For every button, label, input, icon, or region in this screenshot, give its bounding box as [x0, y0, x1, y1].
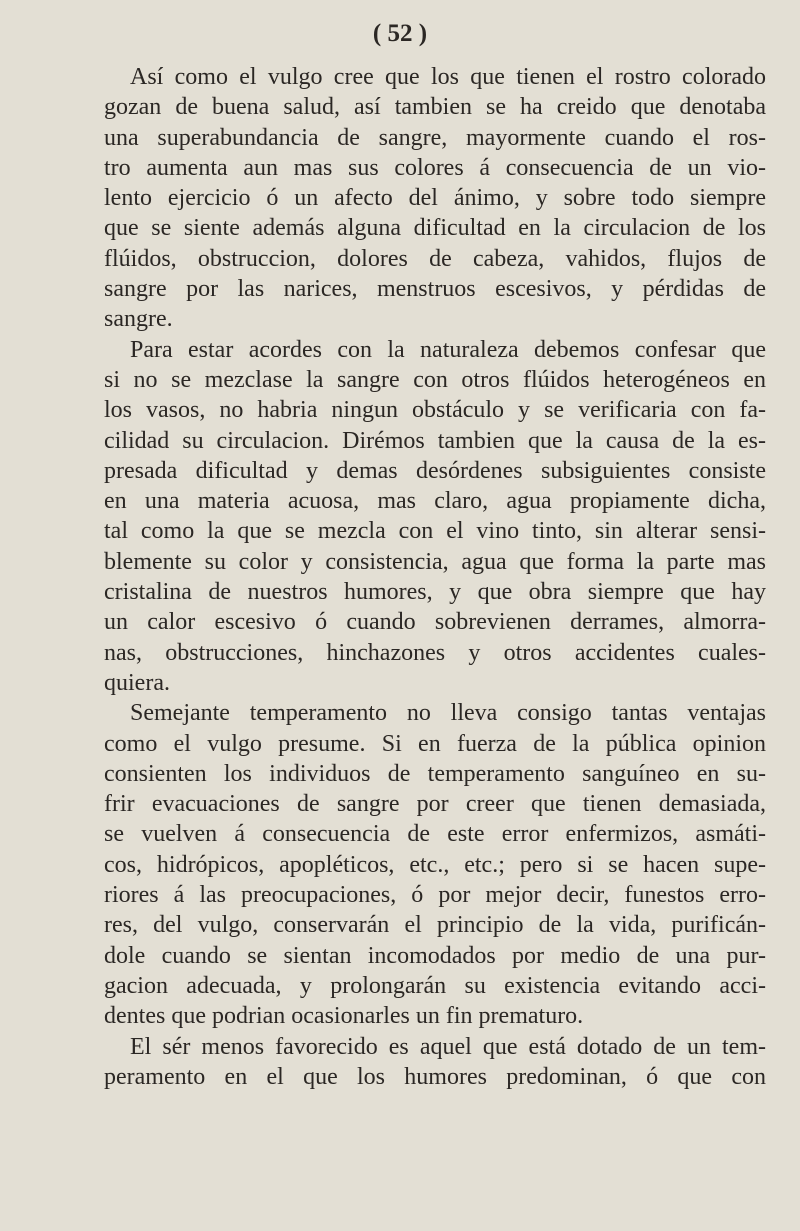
- text-line: consienten los individuos de temperamento sanguíneo en su-: [104, 760, 766, 787]
- text-line: tal como la que se mezcla con el vino tinto, sin alterar sensi-: [104, 518, 766, 545]
- text-line: presada dificultad y demas desórdenes subsiguientes consiste: [104, 457, 766, 484]
- text-line: cristalina de nuestros humores, y que obra siempre que hay: [104, 579, 766, 606]
- text-line: blemente su color y consistencia, agua que forma la parte mas: [104, 548, 766, 575]
- text-line: en una materia acuosa, mas claro, agua propiamente dicha,: [104, 488, 766, 515]
- text-line: sangre.: [104, 306, 173, 333]
- text-line: quiera.: [104, 669, 170, 696]
- text-line: dole cuando se sientan incomodados por medio de una pur-: [104, 942, 766, 969]
- text-line: que se siente además alguna dificultad en la circulacion de los: [104, 215, 766, 242]
- text-line: cilidad su circulacion. Dirémos tambien que la causa de la es-: [104, 427, 766, 454]
- text-line: lento ejercicio ó un afecto del ánimo, y sobre todo siempre: [104, 185, 766, 212]
- body-text: [104, 62, 766, 1092]
- text-line: riores á las preocupaciones, ó por mejor decir, funestos erro-: [104, 882, 766, 909]
- text-line: Así como el vulgo cree que los que tienen el rostro colorado: [130, 64, 766, 90]
- text-line: un calor escesivo ó cuando sobrevienen derrames, almorra-: [104, 609, 766, 636]
- text-line: como el vulgo presume. Si en fuerza de la pública opinion: [104, 730, 766, 757]
- text-line: frir evacuaciones de sangre por creer que tienen demasiada,: [104, 791, 766, 818]
- text-line: Para estar acordes con la naturaleza debemos confesar que: [130, 336, 766, 363]
- text-line: El sér menos favorecido es aquel que está dotado de un tem-: [130, 1033, 766, 1060]
- text-line: res, del vulgo, conservarán el principio de la vida, purificán-: [104, 912, 766, 939]
- page-number: ( 52 ): [372, 20, 428, 47]
- text-line: si no se mezclase la sangre con otros flúidos heterogéneos en: [104, 366, 766, 393]
- text-line: cos, hidrópicos, apopléticos, etc., etc.; pero si se hacen supe-: [104, 851, 766, 878]
- text-line: peramento en el que los humores predominan, ó que con: [104, 1063, 766, 1090]
- text-line: flúidos, obstruccion, dolores de cabeza, vahidos, flujos de: [104, 245, 766, 272]
- text-line: los vasos, no habria ningun obstáculo y se verificaria con fa-: [104, 397, 766, 424]
- text-line: gacion adecuada, y prolongarán su existencia evitando acci-: [104, 972, 766, 999]
- text-line: una superabundancia de sangre, mayormente cuando el ros-: [104, 124, 766, 151]
- text-line: sangre por las narices, menstruos escesivos, y pérdidas de: [104, 276, 766, 303]
- text-line: tro aumenta aun mas sus colores á consecuencia de un vio-: [104, 154, 766, 181]
- text-line: gozan de buena salud, así tambien se ha creido que denotaba: [104, 94, 766, 121]
- text-line: nas, obstrucciones, hinchazones y otros accidentes cuales-: [104, 639, 766, 666]
- text-line: Semejante temperamento no lleva consigo tantas ventajas: [130, 700, 766, 727]
- text-line: dentes que podrian ocasionarles un fin prematuro.: [104, 1003, 584, 1030]
- text-line: se vuelven á consecuencia de este error enfermizos, asmáti-: [104, 821, 766, 848]
